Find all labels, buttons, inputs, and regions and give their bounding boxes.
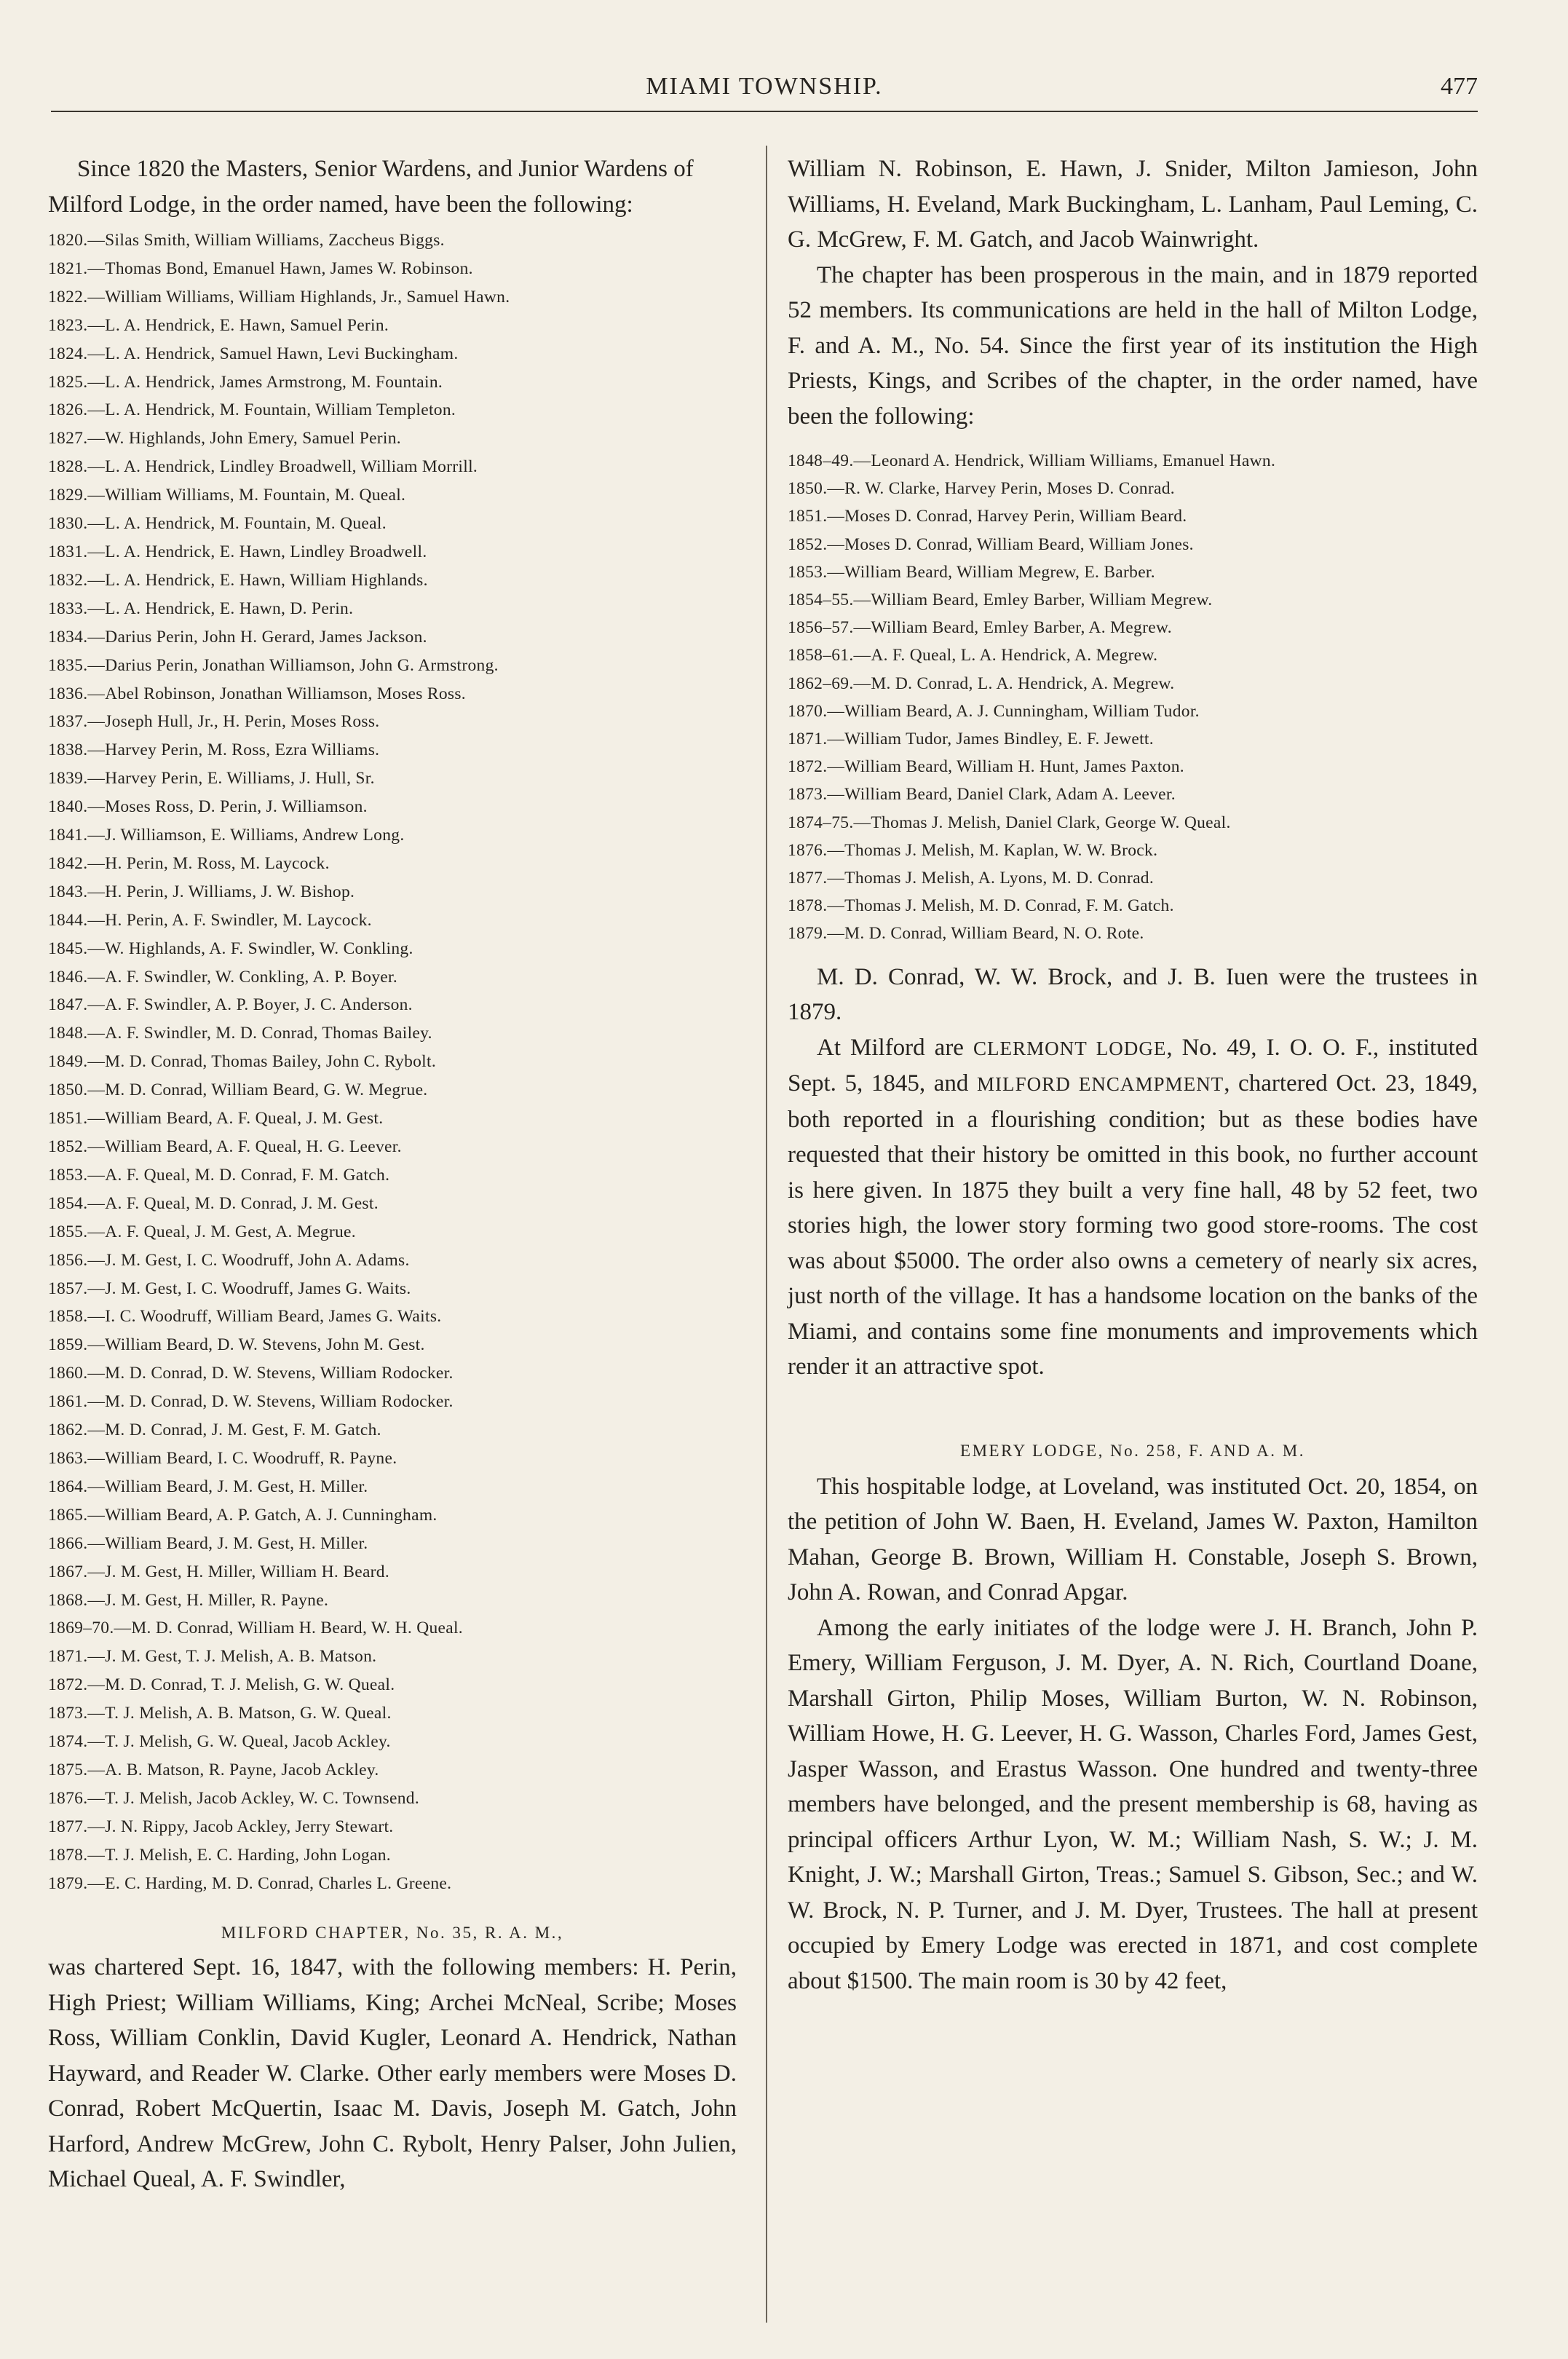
officer-list-item: 1867.—J. M. Gest, H. Miller, William H. Beard. [48, 1562, 390, 1581]
chapter-officer-list-item: 1851.—Moses D. Conrad, Harvey Perin, William Beard. [788, 507, 1187, 526]
officer-list-item: 1851.—William Beard, A. F. Queal, J. M. Gest. [48, 1109, 384, 1129]
officer-list-item: 1837.—Joseph Hull, Jr., H. Perin, Moses Ross. [48, 712, 380, 732]
right-column [788, 151, 1478, 1999]
clermont-lodge-name: CLERMONT LODGE [973, 1037, 1167, 1059]
lodge-intro-paragraph: Since 1820 the Masters, Senior Wardens, and Junior Wardens of Milford Lodge, in the order named, have been the following: [48, 156, 694, 218]
officer-list-item: 1825.—L. A. Hendrick, James Armstrong, M. Fountain. [48, 372, 443, 392]
chapter-officer-list-item: 1850.—R. W. Clarke, Harvey Perin, Moses D. Conrad. [788, 479, 1175, 499]
officer-list-item: 1840.—Moses Ross, D. Perin, J. Williamson. [48, 797, 368, 817]
emery-lodge-paragraph-1: This hospitable lodge, at Loveland, was instituted Oct. 20, 1854, on the petition of John W. Baen, H. Eveland, James W. Paxton, Hamilton Mahan, George B. Brown, William H. Constable, Joseph S. Brown, John A. Rowan, and Conrad Apgar. [788, 1473, 1478, 1606]
officer-list-item: 1843.—H. Perin, J. Williams, J. W. Bishop. [48, 882, 355, 901]
officer-list-item: 1824.—L. A. Hendrick, Samuel Hawn, Levi Buckingham. [48, 344, 459, 363]
officer-list-item: 1844.—H. Perin, A. F. Swindler, M. Laycock. [48, 910, 372, 930]
oddfellows-text-2: , No. 49, I. O. O. F., instituted Sept. 5, 1845, and [788, 1034, 1478, 1097]
officer-list-item: 1859.—William Beard, D. W. Stevens, John M. Gest. [48, 1335, 425, 1355]
officer-list-item: 1852.—William Beard, A. F. Queal, H. G. Leever. [48, 1137, 402, 1156]
officer-list-item: 1841.—J. Williamson, E. Williams, Andrew Long. [48, 826, 405, 845]
officer-list-item: 1862.—M. D. Conrad, J. M. Gest, F. M. Gatch. [48, 1420, 381, 1440]
trustees-paragraph: M. D. Conrad, W. W. Brock, and J. B. Iuen were the trustees in 1879. [788, 963, 1478, 1026]
officer-list-item: 1873.—T. J. Melish, A. B. Matson, G. W. Queal. [48, 1704, 392, 1723]
officer-list-item: 1820.—Silas Smith, William Williams, Zaccheus Biggs. [48, 231, 445, 250]
officer-list-item: 1866.—William Beard, J. M. Gest, H. Miller. [48, 1533, 368, 1553]
oddfellows-paragraph [788, 1030, 1478, 1385]
chapter-officer-list-item: 1870.—William Beard, A. J. Cunningham, William Tudor. [788, 701, 1200, 721]
officer-list-item: 1865.—William Beard, A. P. Gatch, A. J. Cunningham. [48, 1505, 437, 1525]
officer-list-item: 1876.—T. J. Melish, Jacob Ackley, W. C. Townsend. [48, 1788, 420, 1808]
officer-list-item: 1878.—T. J. Melish, E. C. Harding, John Logan. [48, 1845, 391, 1865]
chapter-officer-list-item: 1876.—Thomas J. Melish, M. Kaplan, W. W. Brock. [788, 840, 1158, 860]
officer-list-item: 1869–70.—M. D. Conrad, William H. Beard, W. H. Queal. [48, 1619, 463, 1638]
officer-list-item: 1874.—T. J. Melish, G. W. Queal, Jacob Ackley. [48, 1732, 391, 1752]
left-column [48, 151, 737, 2197]
officer-list-item: 1871.—J. M. Gest, T. J. Melish, A. B. Matson. [48, 1647, 377, 1667]
chapter-officer-list-item: 1858–61.—A. F. Queal, L. A. Hendrick, A. Megrew. [788, 646, 1158, 665]
page-number: 477 [1441, 73, 1478, 100]
officer-list-item: 1845.—W. Highlands, A. F. Swindler, W. Conkling. [48, 939, 413, 958]
chapter-officer-list-item: 1871.—William Tudor, James Bindley, E. F. Jewett. [788, 730, 1154, 749]
officer-list-item: 1835.—Darius Perin, Jonathan Williamson, John G. Armstrong. [48, 655, 499, 675]
officer-list-item: 1847.—A. F. Swindler, A. P. Boyer, J. C. Anderson. [48, 995, 413, 1015]
chapter-officers-list [788, 447, 1478, 948]
chapter-officer-list-item: 1862–69.—M. D. Conrad, L. A. Hendrick, A. Megrew. [788, 673, 1175, 693]
officer-list-item: 1821.—Thomas Bond, Emanuel Hawn, James W. Robinson. [48, 258, 473, 278]
officer-list-item: 1828.—L. A. Hendrick, Lindley Broadwell, William Morrill. [48, 457, 478, 477]
officer-list-item: 1853.—A. F. Queal, M. D. Conrad, F. M. Gatch. [48, 1165, 390, 1185]
chapter-paragraph: was chartered Sept. 16, 1847, with the following members: H. Perin, High Priest; William Williams, King; Archei McNeal, Scribe; Moses Ross, William Conklin, David Kugler, Leonard A. Hendrick, Nathan Hayward, and Reader W. Clarke. Other early members were Moses D. Conrad, Robert McQuertin, Isaac M. Davis, Joseph M. Gatch, John Harford, Andrew McGrew, John C. Rybolt, Henry Palser, John Julien, Michael Queal, A. F. Swindler, [48, 1954, 737, 2193]
officer-list-item: 1872.—M. D. Conrad, T. J. Melish, G. W. Queal. [48, 1675, 395, 1695]
chapter-officer-list-item: 1856–57.—William Beard, Emley Barber, A. Megrew. [788, 618, 1172, 638]
officer-list-item: 1834.—Darius Perin, John H. Gerard, James Jackson. [48, 627, 427, 647]
officer-list-item: 1863.—William Beard, I. C. Woodruff, R. Payne. [48, 1448, 397, 1468]
chapter-officer-list-item: 1872.—William Beard, William H. Hunt, James Paxton. [788, 757, 1184, 777]
officer-list-item: 1839.—Harvey Perin, E. Williams, J. Hull, Sr. [48, 769, 375, 789]
officer-list-item: 1855.—A. F. Queal, J. M. Gest, A. Megrue. [48, 1222, 356, 1241]
chapter-officer-list-item: 1878.—Thomas J. Melish, M. D. Conrad, F. M. Gatch. [788, 896, 1174, 916]
officer-list-item: 1877.—J. N. Rippy, Jacob Ackley, Jerry Stewart. [48, 1817, 394, 1836]
officer-list-item: 1831.—L. A. Hendrick, E. Hawn, Lindley Broadwell. [48, 542, 427, 561]
officer-list-item: 1829.—William Williams, M. Fountain, M. Queal. [48, 486, 406, 505]
milford-encampment-name: MILFORD ENCAMPMENT [977, 1073, 1224, 1096]
chapter-history-paragraph: The chapter has been prosperous in the main, and in 1879 reported 52 members. Its communications are held in the hall of Milton Lodge, F. and A. M., No. 54. Since the first year of its institution the High Priests, Kings, and Scribes of the chapter, in the order named, have been the following: [788, 261, 1478, 430]
officer-list-item: 1858.—I. C. Woodruff, William Beard, James G. Waits. [48, 1307, 442, 1327]
officer-list-item: 1830.—L. A. Hendrick, M. Fountain, M. Queal. [48, 514, 387, 534]
chapter-officer-list-item: 1874–75.—Thomas J. Melish, Daniel Clark, George W. Queal. [788, 813, 1231, 832]
officer-list-item: 1827.—W. Highlands, John Emery, Samuel Perin. [48, 429, 401, 449]
chapter-officer-list-item: 1853.—William Beard, William Megrew, E. Barber. [788, 562, 1155, 582]
officer-list-item: 1860.—M. D. Conrad, D. W. Stevens, William Rodocker. [48, 1364, 454, 1383]
officer-list-item: 1868.—J. M. Gest, H. Miller, R. Payne. [48, 1590, 329, 1610]
officer-list-item: 1838.—Harvey Perin, M. Ross, Ezra Williams. [48, 740, 380, 760]
oddfellows-text-3: , chartered Oct. 23, 1849, both reported in a flourishing condition; but as these bodies have requested that their history be omitted in this book, no further account is here given. In 1875 they built a very fine hall, 48 by 52 feet, two stories high, the lower story forming two good store-rooms. The cost was about $5000. The order also owns a cemetery of nearly six acres, just north of the village. It has a handsome location on the banks of the Miami, and contains some fine monuments and improvements which render it an attractive spot. [788, 1070, 1478, 1380]
oddfellows-text-1: At Milford are [817, 1034, 973, 1061]
officer-list-item: 1875.—A. B. Matson, R. Payne, Jacob Ackley. [48, 1760, 379, 1779]
officer-list-item: 1848.—A. F. Swindler, M. D. Conrad, Thomas Bailey. [48, 1024, 432, 1043]
chapter-officer-list-item: 1852.—Moses D. Conrad, William Beard, William Jones. [788, 534, 1194, 554]
chapter-officer-list-item: 1879.—M. D. Conrad, William Beard, N. O. Rote. [788, 924, 1144, 944]
officer-list-item: 1842.—H. Perin, M. Ross, M. Laycock. [48, 853, 330, 873]
officer-list-item: 1826.—L. A. Hendrick, M. Fountain, William Templeton. [48, 400, 456, 420]
officer-list-item: 1832.—L. A. Hendrick, E. Hawn, William Highlands. [48, 570, 428, 590]
officer-list-item: 1864.—William Beard, J. M. Gest, H. Miller. [48, 1477, 368, 1496]
officer-list-item: 1849.—M. D. Conrad, Thomas Bailey, John C. Rybolt. [48, 1052, 437, 1072]
officer-list-item: 1879.—E. C. Harding, M. D. Conrad, Charles L. Greene. [48, 1873, 452, 1893]
lodge-officers-list [48, 226, 737, 1897]
officer-list-item: 1854.—A. F. Queal, M. D. Conrad, J. M. Gest. [48, 1193, 379, 1213]
officer-list-item: 1846.—A. F. Swindler, W. Conkling, A. P. Boyer. [48, 967, 398, 987]
running-title: MIAMI TOWNSHIP. [646, 73, 883, 100]
chapter-heading: MILFORD CHAPTER, No. 35, R. A. M., [221, 1924, 564, 1943]
column-divider [766, 146, 767, 2323]
chapter-officer-list-item: 1873.—William Beard, Daniel Clark, Adam A. Leever. [788, 785, 1176, 805]
officer-list-item: 1861.—M. D. Conrad, D. W. Stevens, William Rodocker. [48, 1392, 454, 1412]
emery-lodge-heading: EMERY LODGE, No. 258, F. AND A. M. [960, 1441, 1305, 1460]
officer-list-item: 1856.—J. M. Gest, I. C. Woodruff, John A. Adams. [48, 1250, 410, 1270]
officer-list-item: 1833.—L. A. Hendrick, E. Hawn, D. Perin. [48, 598, 354, 618]
emery-lodge-paragraph-2: Among the early initiates of the lodge were J. H. Branch, John P. Emery, William Ferguson, J. M. Dyer, A. N. Rich, Courtland Doane, Marshall Girton, Philip Moses, William Burton, W. N. Robinson, William Howe, H. G. Leever, H. G. Wasson, Charles Ford, James Gest, Jasper Wasson, and Erastus Wasson. One hundred and twenty-three members have belonged, and the present membership is 68, having as principal officers Arthur Lyon, W. M.; William Nash, S. W.; J. M. Knight, J. W.; Marshall Girton, Treas.; Samuel S. Gibson, Sec.; and W. W. Brock, N. P. Turner, and J. M. Dyer, Trustees. The hall at present occupied by Emery Lodge was erected in 1871, and cost complete about $1500. The main room is 30 by 42 feet, [788, 1614, 1478, 1994]
officer-list-item: 1850.—M. D. Conrad, William Beard, G. W. Megrue. [48, 1080, 428, 1100]
officer-list-item: 1836.—Abel Robinson, Jonathan Williamson, Moses Ross. [48, 684, 466, 703]
page-header [51, 67, 1478, 112]
chapter-members-continued: William N. Robinson, E. Hawn, J. Snider, Milton Jamieson, John Williams, H. Eveland, Mark Buckingham, L. Lanham, Paul Leming, C. G. McGrew, F. M. Gatch, and Jacob Wainwright. [788, 156, 1478, 253]
officer-list-item: 1857.—J. M. Gest, I. C. Woodruff, James G. Waits. [48, 1279, 411, 1298]
officer-list-item: 1822.—William Williams, William Highlands, Jr., Samuel Hawn. [48, 287, 510, 307]
chapter-officer-list-item: 1877.—Thomas J. Melish, A. Lyons, M. D. Conrad. [788, 869, 1155, 888]
chapter-officer-list-item: 1848–49.—Leonard A. Hendrick, William Williams, Emanuel Hawn. [788, 451, 1276, 470]
chapter-officer-list-item: 1854–55.—William Beard, Emley Barber, William Megrew. [788, 590, 1213, 610]
officer-list-item: 1823.—L. A. Hendrick, E. Hawn, Samuel Perin. [48, 315, 389, 335]
